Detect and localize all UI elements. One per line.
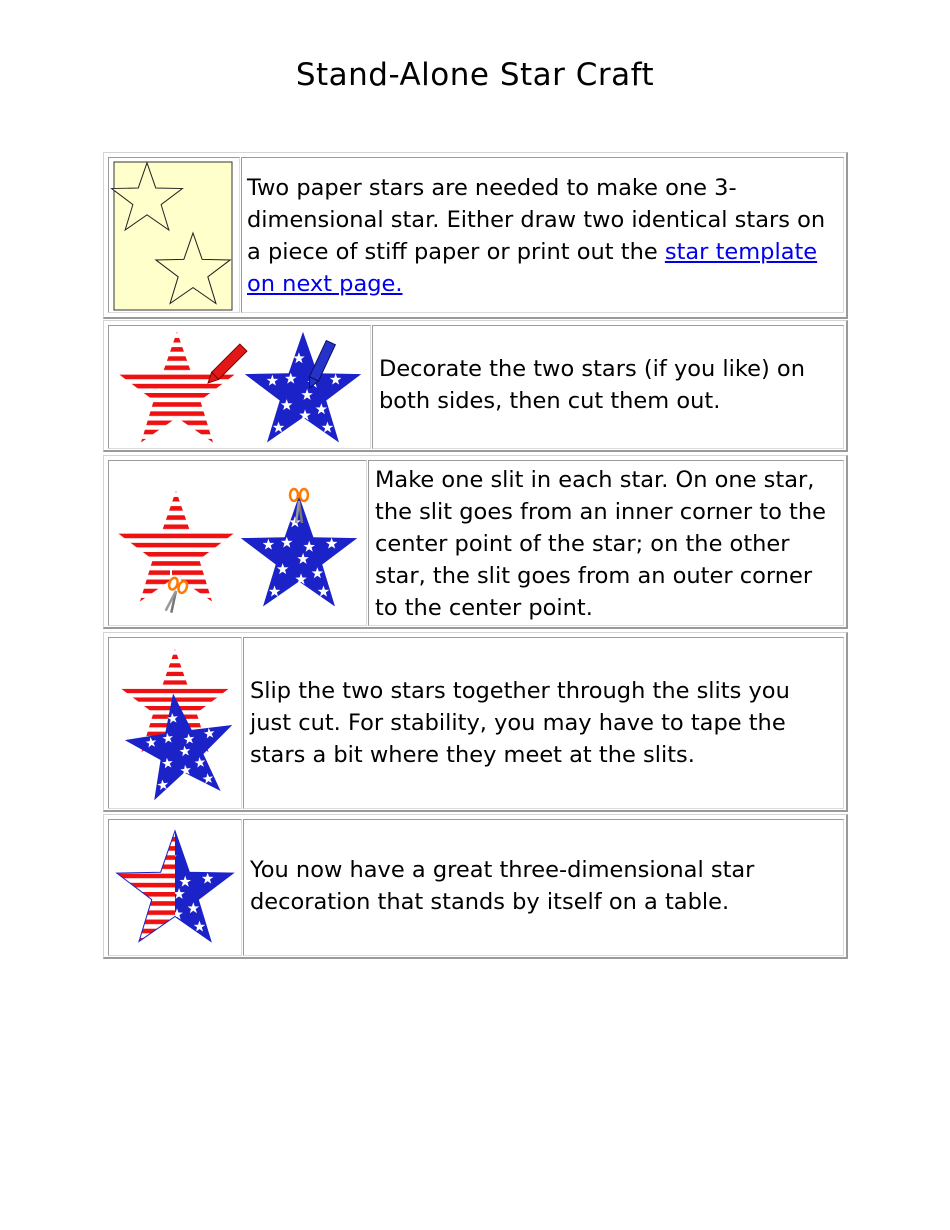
step-image-cell: [108, 460, 367, 626]
assembled-star-icon: [109, 638, 243, 810]
step-description: Two paper stars are needed to make one 3-dimensional star. Either draw two identical stars on a piece of stiff paper or print out the: [247, 175, 826, 265]
step-image-cell: [108, 157, 240, 313]
step-description: Decorate the two stars (if you like) on both sides, then cut them out.: [379, 356, 805, 414]
star-template-link[interactable]: star template on next page.: [247, 239, 818, 297]
assembled-star-icon: [109, 820, 243, 957]
crayon-icon: [299, 334, 359, 404]
step-row-5: [103, 814, 848, 959]
paper-stars-icon: [109, 158, 241, 314]
step-description: Make one slit in each star. On one star, the slit goes from an inner corner to the center point of the star; on the other star, the slit goes from an outer corner to the center point.: [375, 467, 826, 621]
step-description: Slip the two stars together through the slits you just cut. For stability, you may have to tape the stars a bit where they meet at the slits.: [250, 678, 790, 768]
page-title: Stand-Alone Star Craft: [295, 57, 655, 93]
scissors-icon: [156, 561, 196, 611]
step-row-4: [103, 632, 848, 812]
step-image-cell: [108, 637, 242, 809]
step-row-1: [103, 152, 848, 319]
scissors-icon: [279, 471, 319, 531]
step-image-cell: [108, 819, 242, 956]
step-image-cell: [108, 325, 371, 449]
step-description: You now have a great three-dimensional star decoration that stands by itself on a table.: [250, 857, 755, 915]
step-row-3: [103, 455, 848, 629]
step-text: [247, 172, 839, 300]
step-row-2: [103, 320, 848, 452]
